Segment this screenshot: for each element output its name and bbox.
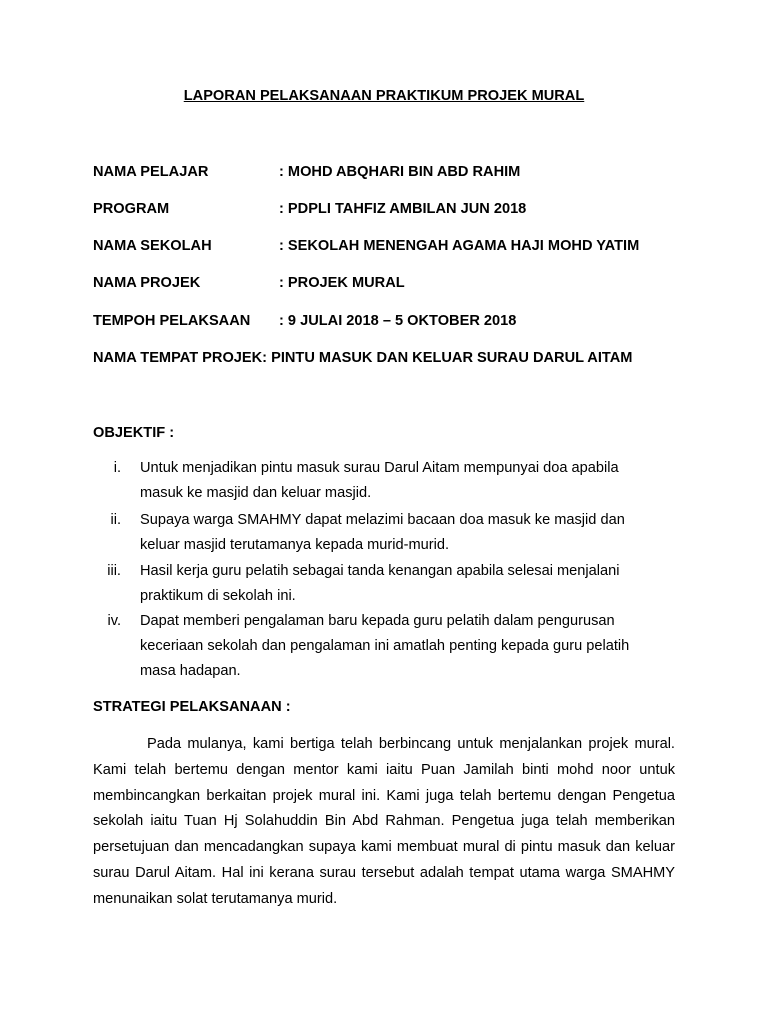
field-nama-tempat-projek (93, 348, 632, 368)
field-label: NAMA TEMPAT PROJEK: (93, 350, 268, 366)
field-label: NAMA PELAJAR (93, 164, 209, 180)
field-label: TEMPOH PELAKSAAN (93, 313, 251, 329)
strategi-paragraph: Pada mulanya, kami bertiga telah berbincang untuk menjalankan projek mural. Kami telah bertemu dengan mentor kami iaitu Puan Jamilah binti mohd noor untuk membincangkan berkaitan projek mural ini. Kami juga telah bertemu dengan Pengetua sekolah iaitu Tuan Hj Solahuddin Bin Abd Rahman. Pengetua juga telah memberikan persetujuan dan mencadangkan supaya kami membuat mural di pintu masuk dan keluar surau Darul Aitam. Hal ini kerana surau tersebut adalah tempat utama warga SMAHMY menunaikan solat terutamanya murid. (93, 736, 675, 907)
list-item-number: i. (113, 460, 121, 476)
list-item-number: ii. (110, 512, 121, 528)
list-item-number: iii. (107, 563, 121, 579)
list-item-text: Hasil kerja guru pelatih sebagai tanda kenangan apabila selesai menjalani praktikum di sekolah ini. (140, 563, 620, 604)
list-item-text: Dapat memberi pengalaman baru kepada guru pelatih dalam pengurusan keceriaan sekolah dan pengalaman ini amatlah penting kepada guru pelatih masa hadapan. (140, 613, 630, 679)
field-value: : PDPLI TAHFIZ AMBILAN JUN 2018 (279, 201, 527, 217)
field-value: : SEKOLAH MENENGAH AGAMA HAJI MOHD YATIM (279, 238, 640, 254)
field-label: NAMA SEKOLAH (93, 238, 212, 254)
field-value: : MOHD ABQHARI BIN ABD RAHIM (279, 164, 521, 180)
field-label: PROGRAM (93, 201, 170, 217)
list-item-text: Supaya warga SMAHMY dapat melazimi bacaan doa masuk ke masjid dan keluar masjid terutamanya kepada murid-murid. (140, 512, 625, 553)
field-label: NAMA PROJEK (93, 275, 201, 291)
document-title: LAPORAN PELAKSANAAN PRAKTIKUM PROJEK MURAL (183, 88, 585, 104)
strategi-heading: STRATEGI PELAKSANAAN : (93, 699, 291, 715)
field-value: : 9 JULAI 2018 – 5 OKTOBER 2018 (279, 313, 517, 329)
list-item-number: iv. (107, 613, 121, 629)
field-value: PINTU MASUK DAN KELUAR SURAU DARUL AITAM (267, 350, 633, 366)
list-item-text: Untuk menjadikan pintu masuk surau Darul Aitam mempunyai doa apabila masuk ke masjid dan keluar masjid. (140, 460, 619, 501)
field-value: : PROJEK MURAL (279, 275, 405, 291)
objektif-heading: OBJEKTIF : (93, 425, 175, 441)
